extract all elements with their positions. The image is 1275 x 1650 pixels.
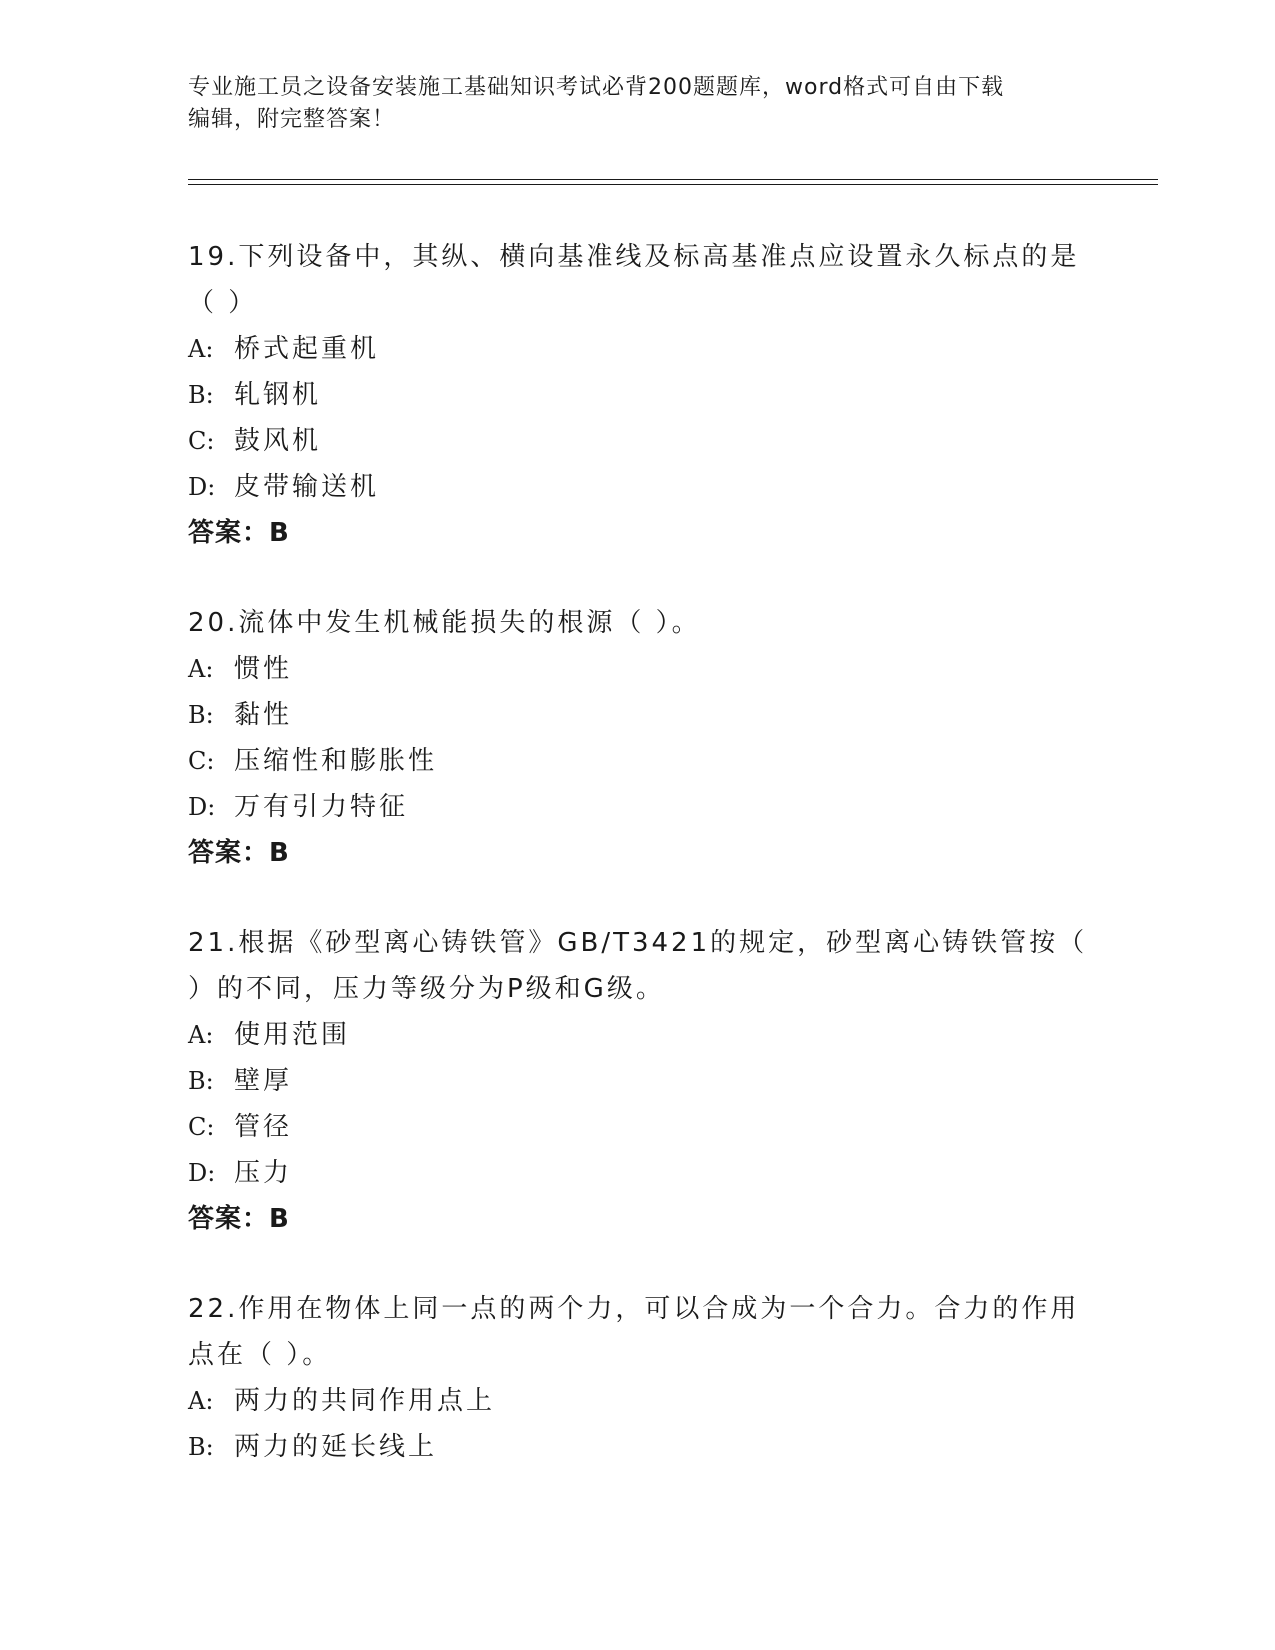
option-b (188, 372, 1088, 418)
option-text: 鼓风机 (234, 426, 322, 456)
option-d (188, 784, 1088, 830)
option-key: A: (188, 335, 214, 363)
option-b (188, 1058, 1088, 1104)
answer-label: 答案：B (188, 838, 290, 868)
question-20 (188, 600, 1088, 876)
question-list (188, 234, 1088, 1514)
option-key: C: (188, 747, 215, 775)
question-stem-line-1: 22.作用在物体上同一点的两个力，可以合成为一个合力。合力的作用 (188, 1294, 1080, 1324)
option-c (188, 418, 1088, 464)
question-stem-line-2: ）的不同，压力等级分为P级和G级。 (188, 974, 665, 1004)
header-divider-bottom (188, 184, 1158, 185)
question-stem-line-2: （ ） (188, 288, 258, 318)
option-key: C: (188, 1113, 215, 1141)
option-key: D: (188, 1159, 216, 1187)
question-stem-line-1: 20.流体中发生机械能损失的根源（ ）。 (188, 608, 701, 638)
option-a (188, 326, 1088, 372)
option-text: 万有引力特征 (234, 792, 409, 822)
option-key: D: (188, 793, 216, 821)
option-key: C: (188, 427, 215, 455)
header-title-line-1: 专业施工员之设备安装施工基础知识考试必背200题题库，word格式可自由下载 (188, 75, 1005, 100)
option-b (188, 692, 1088, 738)
option-key: A: (188, 1021, 214, 1049)
answer-label: 答案：B (188, 1204, 290, 1234)
question-22 (188, 1286, 1088, 1470)
option-b (188, 1424, 1088, 1470)
option-a (188, 1378, 1088, 1424)
option-key: B: (188, 1433, 214, 1461)
question-stem-line-1: 21.根据《砂型离心铸铁管》GB/T3421的规定，砂型离心铸铁管按（ (188, 928, 1088, 958)
header-title-line-2: 编辑，附完整答案！ (188, 107, 396, 132)
option-key: D: (188, 473, 216, 501)
option-text: 使用范围 (234, 1020, 351, 1050)
option-text: 两力的延长线上 (234, 1432, 438, 1462)
option-key: B: (188, 381, 214, 409)
question-19 (188, 234, 1088, 556)
option-key: A: (188, 655, 214, 683)
option-key: A: (188, 1387, 214, 1415)
option-key: B: (188, 1067, 214, 1095)
option-text: 惯性 (234, 654, 293, 684)
option-c (188, 738, 1088, 784)
option-text: 皮带输送机 (234, 472, 380, 502)
answer-label: 答案：B (188, 518, 290, 548)
option-text: 壁厚 (234, 1066, 293, 1096)
option-a (188, 1012, 1088, 1058)
question-stem-line-1: 19.下列设备中，其纵、横向基准线及标高基准点应设置永久标点的是 (188, 242, 1080, 272)
option-d (188, 1150, 1088, 1196)
option-c (188, 1104, 1088, 1150)
option-text: 管径 (234, 1112, 293, 1142)
question-21 (188, 920, 1088, 1242)
option-text: 压力 (234, 1158, 293, 1188)
option-text: 桥式起重机 (234, 334, 380, 364)
option-d (188, 464, 1088, 510)
question-stem-line-2: 点在（ ）。 (188, 1340, 332, 1370)
option-key: B: (188, 701, 214, 729)
header-divider-top (188, 179, 1158, 180)
option-text: 两力的共同作用点上 (234, 1386, 496, 1416)
option-text: 压缩性和膨胀性 (234, 746, 438, 776)
option-text: 轧钢机 (234, 380, 322, 410)
option-a (188, 646, 1088, 692)
document-header (188, 72, 1088, 136)
option-text: 黏性 (234, 700, 293, 730)
